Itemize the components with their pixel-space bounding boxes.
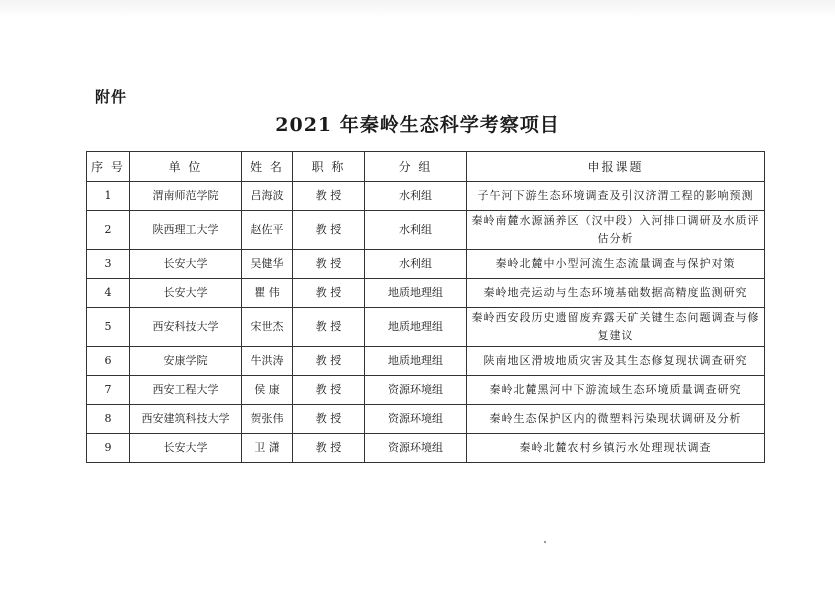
cell-group: 资源环境组	[365, 376, 467, 405]
cell-topic: 秦岭地壳运动与生态环境基础数据高精度监测研究	[467, 279, 765, 308]
cell-unit: 长安大学	[130, 279, 242, 308]
header-seq: 序 号	[87, 152, 130, 182]
cell-seq: 4	[87, 279, 130, 308]
cell-title: 教 授	[293, 211, 365, 250]
project-table	[86, 151, 765, 463]
cell-name: 侯 康	[242, 376, 293, 405]
cell-seq: 7	[87, 376, 130, 405]
cell-seq: 2	[87, 211, 130, 250]
cell-unit: 安康学院	[130, 347, 242, 376]
cell-topic: 秦岭西安段历史遗留废弃露天矿关键生态问题调查与修复建议	[467, 308, 765, 347]
cell-seq: 8	[87, 405, 130, 434]
cell-topic: 秦岭南麓水源涵养区（汉中段）入河排口调研及水质评估分析	[467, 211, 765, 250]
cell-unit: 长安大学	[130, 250, 242, 279]
table-row	[87, 405, 765, 434]
cell-seq: 6	[87, 347, 130, 376]
cell-topic: 秦岭生态保护区内的微塑料污染现状调研及分析	[467, 405, 765, 434]
cell-name: 瞿 伟	[242, 279, 293, 308]
attachment-label: 附件	[95, 88, 128, 106]
cell-name: 贺张伟	[242, 405, 293, 434]
cell-unit: 西安工程大学	[130, 376, 242, 405]
cell-group: 地质地理组	[365, 347, 467, 376]
cell-unit: 西安科技大学	[130, 308, 242, 347]
header-name: 姓 名	[242, 152, 293, 182]
table-header-row	[87, 152, 765, 182]
cell-seq: 1	[87, 182, 130, 211]
cell-title: 教 授	[293, 347, 365, 376]
document-title: 2021 年秦岭生态科学考察项目	[275, 114, 560, 136]
cell-title: 教 授	[293, 376, 365, 405]
table-row	[87, 376, 765, 405]
cell-group: 水利组	[365, 250, 467, 279]
cell-topic: 秦岭北麓中小型河流生态流量调查与保护对策	[467, 250, 765, 279]
cell-title: 教 授	[293, 405, 365, 434]
cell-group: 资源环境组	[365, 434, 467, 463]
table-row	[87, 250, 765, 279]
cell-topic: 秦岭北麓黑河中下游流域生态环境质量调查研究	[467, 376, 765, 405]
cell-unit: 渭南师范学院	[130, 182, 242, 211]
header-topic: 申报课题	[467, 152, 765, 182]
cell-unit: 西安建筑科技大学	[130, 405, 242, 434]
header-group: 分 组	[365, 152, 467, 182]
cell-title: 教 授	[293, 279, 365, 308]
cell-name: 宋世杰	[242, 308, 293, 347]
scan-speck	[544, 541, 546, 543]
cell-unit: 长安大学	[130, 434, 242, 463]
cell-group: 水利组	[365, 182, 467, 211]
header-title: 职 称	[293, 152, 365, 182]
cell-group: 资源环境组	[365, 405, 467, 434]
cell-seq: 3	[87, 250, 130, 279]
cell-name: 吕海波	[242, 182, 293, 211]
table-row	[87, 182, 765, 211]
table-row	[87, 308, 765, 347]
cell-topic: 陕南地区滑坡地质灾害及其生态修复现状调查研究	[467, 347, 765, 376]
cell-topic: 子午河下游生态环境调查及引汉济渭工程的影响预测	[467, 182, 765, 211]
table-row	[87, 211, 765, 250]
cell-group: 地质地理组	[365, 279, 467, 308]
cell-seq: 5	[87, 308, 130, 347]
cell-unit: 陕西理工大学	[130, 211, 242, 250]
cell-topic: 秦岭北麓农村乡镇污水处理现状调查	[467, 434, 765, 463]
cell-title: 教 授	[293, 250, 365, 279]
cell-name: 卫 潇	[242, 434, 293, 463]
cell-seq: 9	[87, 434, 130, 463]
cell-name: 牛洪涛	[242, 347, 293, 376]
cell-name: 吴健华	[242, 250, 293, 279]
cell-name: 赵佐平	[242, 211, 293, 250]
cell-title: 教 授	[293, 182, 365, 211]
table-row	[87, 347, 765, 376]
cell-group: 水利组	[365, 211, 467, 250]
cell-title: 教 授	[293, 434, 365, 463]
cell-title: 教 授	[293, 308, 365, 347]
table-row	[87, 434, 765, 463]
header-unit: 单 位	[130, 152, 242, 182]
table-row	[87, 279, 765, 308]
cell-group: 地质地理组	[365, 308, 467, 347]
